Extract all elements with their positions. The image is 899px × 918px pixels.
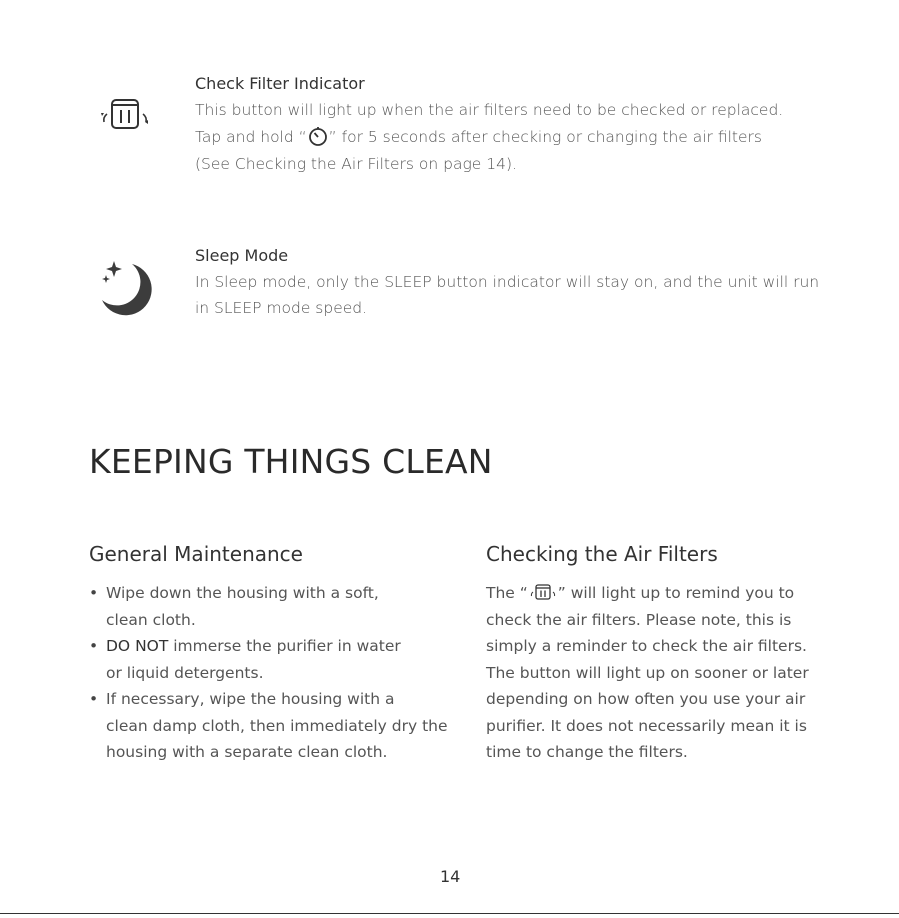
list-item [89, 633, 464, 686]
timer-icon [307, 126, 329, 146]
bullet1-line1: Wipe down the housing with a soft, [106, 584, 379, 602]
filter-indicator-line-1: This button will light up when the air filters need to be checked or replaced. [195, 101, 784, 119]
checking-filters-body [486, 580, 816, 766]
line2-prefix: Tap and hold “ [195, 128, 307, 146]
section-title: KEEPING THINGS CLEAN [89, 442, 493, 481]
checking-line-3: simply a reminder to check the air filters. [486, 637, 807, 655]
sleep-mode-line-2: in SLEEP mode speed. [195, 299, 368, 317]
general-maintenance-title: General Maintenance [89, 542, 303, 566]
checking-line-7: time to change the filters. [486, 743, 688, 761]
sleep-mode-line-1: In Sleep mode, only the SLEEP button indicator will stay on, and the unit will run [195, 273, 820, 291]
bottom-divider [0, 913, 899, 914]
checking-line-2: check the air filters. Please note, this is [486, 610, 792, 629]
maintenance-list [89, 580, 464, 766]
sleep-mode-heading: Sleep Mode [195, 246, 289, 265]
list-item [89, 686, 464, 766]
checking-line-4: The button will light up on sooner or later [486, 663, 809, 682]
bullet3-line1: If necessary, wipe the housing with a [106, 690, 395, 708]
bullet1-line2: clean cloth. [106, 610, 196, 629]
filter-indicator-icon [98, 96, 154, 132]
line1-suffix: ” will light up to remind you to [557, 584, 795, 602]
list-item [89, 580, 464, 633]
bullet2-line1-rest: immerse the purifier in water [168, 637, 401, 655]
bullet2-line2: or liquid detergents. [106, 663, 264, 682]
checking-line-6: purifier. It does not necessarily mean it is [486, 716, 807, 735]
bullet3-line2: clean damp cloth, then immediately dry the [106, 716, 448, 735]
filter-indicator-heading: Check Filter Indicator [195, 74, 365, 93]
page-number: 14 [440, 867, 461, 886]
filter-indicator-line-2 [195, 124, 762, 151]
bullet3-line3: housing with a separate clean cloth. [106, 743, 388, 761]
filter-indicator-line-3: (See Checking the Air Filters on page 14). [195, 155, 517, 173]
line2-suffix: ” for 5 seconds after checking or changing the air filters [328, 128, 762, 146]
line1-prefix: The “ [486, 584, 528, 602]
checking-line-5: depending on how often you use your air [486, 690, 806, 708]
checking-line-1 [486, 580, 816, 607]
do-not-emphasis: DO NOT [106, 637, 169, 655]
checking-filters-title: Checking the Air Filters [486, 542, 718, 566]
moon-star-icon [100, 258, 156, 318]
filter-indicator-icon [528, 583, 558, 601]
